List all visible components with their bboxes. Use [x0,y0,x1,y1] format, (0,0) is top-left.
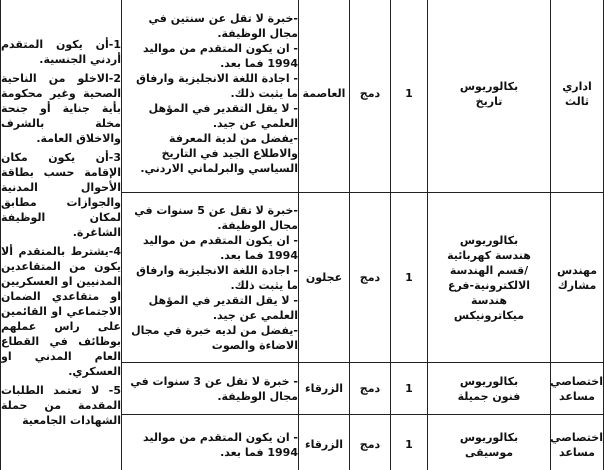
requirement-item: -يفضل من لديه خبرة في مجال الاضاءة والصوت [131,323,298,352]
job-location: العاصمة [299,0,350,193]
requirement-item: -خبرة لا تقل عن سنتين في مجال الوظيفة. [148,12,298,40]
qualification-line: ميكاترونيكس [453,308,525,322]
job-title: اداري ثالث [551,0,604,193]
requirement-item: - ان يكون المتقدم من مواليد 1994 فما بعد. [143,430,298,459]
qualification-line: تاريخ [475,94,503,108]
requirement-item: - اجادة اللغة الانجليزية وارفاق ما يثبت ذلك. [136,72,298,100]
requirement-item: -يفضل من لدية المعرفة والاطلاع الجيد في التاريخ السياسي والبرلماني الاردني. [140,132,298,175]
condition-item: 2-الاخلو من الناحية الصحية وغير محكومة بأية جناية أو جنحة مخلة بالشرف والاخلاق العامة. [1,72,121,145]
qualification-line: بكالوريوس [459,374,519,388]
condition-item: 1-أن يكون المتقدم أردني الجنسية. [1,38,121,66]
requirement-item: - ان يكون المتقدم من مواليد 1994 فما بعد. [143,233,298,262]
vacancy-count: 1 [391,0,428,193]
qualification-line: الالكترونية-فرع [447,278,531,292]
qualification [428,0,551,193]
general-conditions [1,0,122,470]
requirement-item: - خبرة لا تقل عن 3 سنوات في مجال الوظيفة. [130,374,298,403]
qualification-line: هندسة [471,293,507,307]
requirement-item: - اجادة اللغة الانجليزية وارفاق ما يثبت ذلك. [136,263,298,292]
qualification [428,363,551,415]
job-requirements [122,193,299,363]
appointment-type: دمج [350,363,391,415]
requirement-item: - ان يكون المتقدم من مواليد 1994 فما بعد. [143,42,298,70]
qualification-line: /قسم الهندسة [449,263,529,277]
condition-item: 5- لا تعتمد الطلبات المقدمة من حملة الشهادات الجامعية [1,384,121,427]
job-requirements [122,0,299,193]
qualification-line: فنون جميلة [457,389,521,403]
job-requirements [122,363,299,415]
qualification-line: بكالوريوس [459,79,519,93]
requirement-item: - لا يقل التقدير في المؤهل العلمي عن جيد. [148,102,298,130]
condition-item: 3-أن يكون مكان الإقامة حسب بطاقة الأحوال المدنية والجوازات مطابق لمكان الوظيفة الشاغرة. [1,151,121,239]
job-title: اختصاصي مساعد [551,363,604,415]
appointment-type: دمج [350,0,391,193]
qualification-line: هندسة كهربائية [447,248,531,262]
requirement-item: -خبرة لا تقل عن 5 سنوات في مجال الوظيفة. [134,203,298,232]
appointment-type: دمج [350,193,391,363]
job-location: الزرقاء [299,363,350,415]
vacancy-count: 1 [391,415,428,470]
qualification [428,415,551,470]
job-location: عجلون [299,193,350,363]
vacancy-count: 1 [391,363,428,415]
vacancy-count: 1 [391,193,428,363]
table-row [1,0,604,193]
condition-item: 4-يشترط بالمتقدم ألا يكون من المتقاعدين المدنيين او العسكريين او متقاعدي الضمان الاجتماعي او القائمين على راس عملهم بوظائف في القطاع العام المدني او العسكري. [1,245,121,378]
job-title: مهندس مشارك [551,193,604,363]
qualification-line: موسيقى [464,445,514,459]
job-title: اختصاصي مساعد [551,415,604,470]
qualification-line: بكالوريوس [459,233,519,247]
job-location: الزرقاء [299,415,350,470]
qualification [428,193,551,363]
appointment-type: دمج [350,415,391,470]
job-requirements [122,415,299,470]
requirement-item: - لا يقل التقدير في المؤهل العلمي عن جيد. [148,293,298,322]
qualification-line: بكالوريوس [459,430,519,444]
